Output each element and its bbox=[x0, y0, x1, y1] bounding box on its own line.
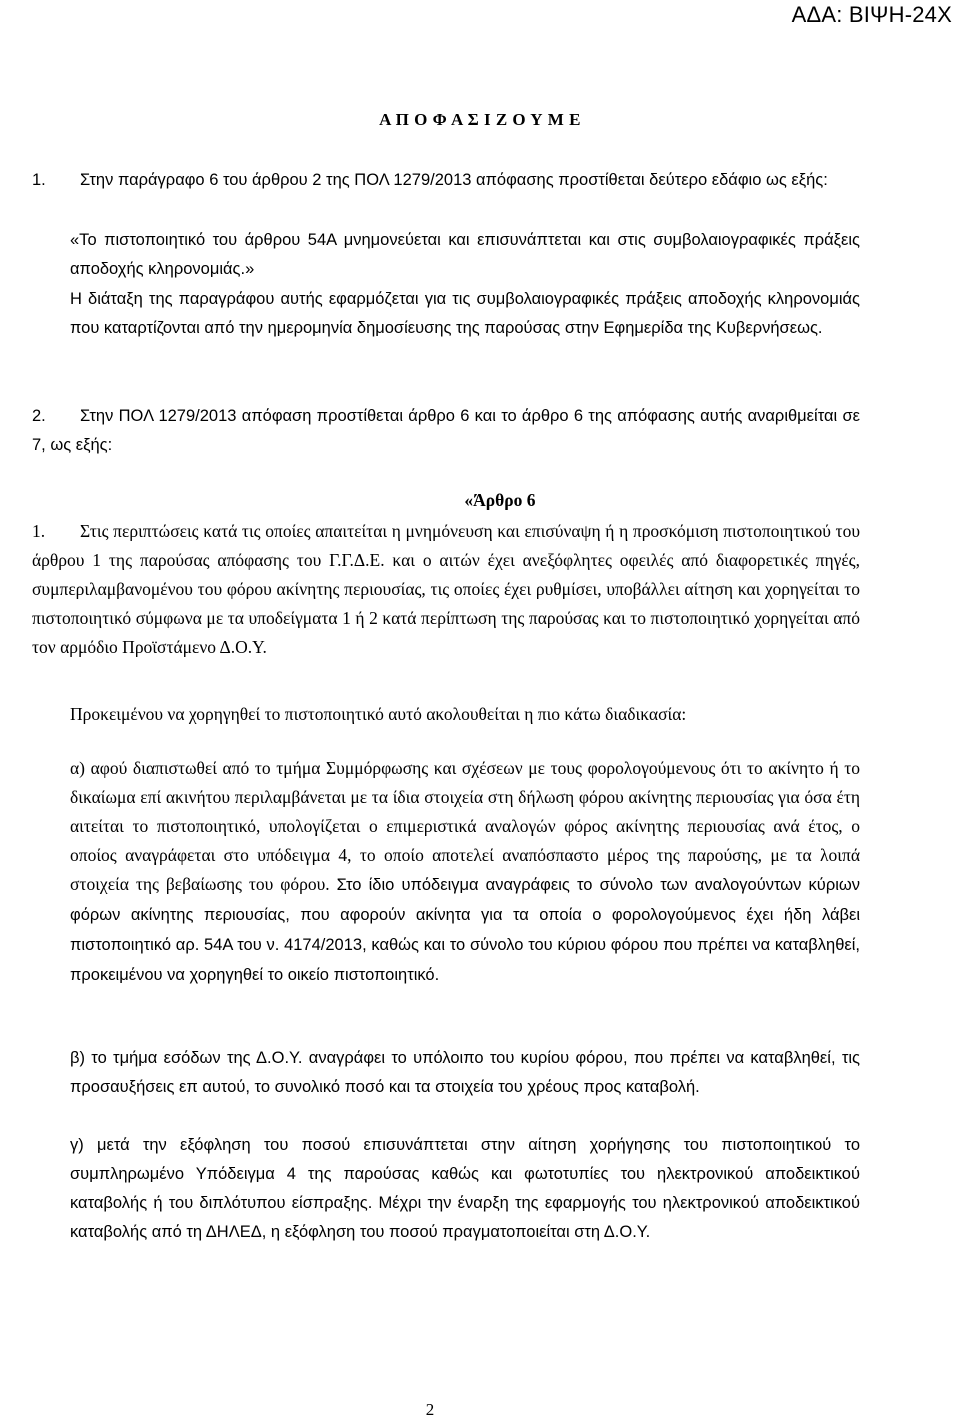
article-paragraph-number: 1. bbox=[32, 521, 46, 541]
article-paragraph-text: Στις περιπτώσεις κατά τις οποίες απαιτείται η μνημόνευση και επισύναψη ή η προσκόμιση πιστοποιητικού του άρθρου 1 της παρούσας απόφασης του Γ.Γ.Δ.Ε. και ο αιτών έχει ανεξόφλητες οφειλές από διαφορετικές πηγές, συμπεριλαμβανομένου του φόρου ακίνητης περιουσίας, τις οποίες έχει ρυθμίσει, υποβάλλει αίτηση και χορηγείται το πιστοποιητικό σύμφωνα με τα υποδείγματα 1 ή 2 κατά περίπτωση της παρούσας και το πιστοποιητικό χορηγείται από τον αρμόδιο Προϊστάμενο Δ.Ο.Υ. bbox=[32, 521, 860, 657]
article-title: «Άρθρο 6 bbox=[464, 490, 536, 510]
article-item-a-continued: Στο ίδιο υπόδειγμα αναγράφεις το σύνολο των αναλογούντων κύριων φόρων ακίνητης περιουσίας, που αφορούν ακίνητα για τα οποία ο φορολογούμενος έχει ήδη λάβει πιστοποιητικό αρ. 54Α του ν. 4174/2013, καθώς και το σύνολο του κύριου φόρου που πρέπει να καταβληθεί, προκειμένου να χορηγηθεί το οικείο πιστοποιητικό. bbox=[70, 876, 861, 984]
decision-heading: Α Π Ο Φ Α Σ Ι Ζ Ο Υ Μ Ε bbox=[379, 110, 581, 129]
item-2-text: Στην ΠΟΛ 1279/2013 απόφαση προστίθεται άρθρο 6 και το άρθρο 6 της απόφασης αυτής αναριθμείται σε 7, ως εξής: bbox=[32, 407, 860, 454]
item-1-number: 1. bbox=[32, 171, 46, 189]
article-item-b: β) το τμήμα εσόδων της Δ.Ο.Υ. αναγράφει το υπόλοιπο του κυρίου φόρου, που πρέπει να καταβληθεί, τις προσαυξήσεις επ αυτού, το συνολικό ποσό και τα στοιχεία του χρέους προς καταβολή. bbox=[70, 1049, 860, 1096]
article-paragraph-1 bbox=[32, 517, 860, 662]
item-2 bbox=[32, 402, 860, 460]
item-1-quote: «Το πιστοποιητικό του άρθρου 54Α μνημονεύεται και επισυνάπτεται και στις συμβολαιογραφικές πράξεις αποδοχής κληρονομιάς.» bbox=[70, 231, 860, 278]
article-item-a-text: α) αφού διαπιστωθεί από το τμήμα Συμμόρφωσης και σχέσεων με τους φορολογούμενους ότι το ακίνητο ή το δικαίωμα επί ακινήτου περιλαμβάνεται με τα ίδια στοιχεία στη δήλωση φόρου ακίνητης περιουσίας για όσα έτη αιτείται το πιστοποιητικό, υπολογίζεται ο επιμεριστικά αναλογών φόρος ακίνητης περιουσίας ανά έτος, ο οποίος αναγράφεται στο υπόδειγμα 4, το οποίο αποτελεί αναπόσπαστο μέρος της παρούσης, με τα λοιπά στοιχεία της βεβαίωσης του φόρου. bbox=[70, 758, 860, 894]
article-item-c: γ) μετά την εξόφληση του ποσού επισυνάπτεται στην αίτηση χορήγησης του πιστοποιητικού το συμπληρωμένο Υπόδειγμα 4 της παρούσας καθώς και φωτοτυπίες του ηλεκτρονικού αποδεικτικού καταβολής ή του διπλότυπου είσπραξης. Μέχρι την έναρξη της εφαρμογής του ηλεκτρονικού αποδεικτικού καταβολής από τη ΔΗΛΕΔ, η εξόφληση του ποσού πραγματοποιείται στη Δ.Ο.Υ. bbox=[70, 1136, 860, 1241]
item-1 bbox=[32, 166, 860, 195]
ada-identifier: ΑΔΑ: ΒΙΨΗ-24Χ bbox=[791, 2, 952, 27]
item-2-number: 2. bbox=[32, 407, 46, 425]
item-1-text: Στην παράγραφο 6 του άρθρου 2 της ΠΟΛ 1279/2013 απόφασης προστίθεται δεύτερο εδάφιο ως εξής: bbox=[80, 171, 828, 189]
article-procedure-intro: Προκειμένου να χορηγηθεί το πιστοποιητικό αυτό ακολουθείται η πιο κάτω διαδικασία: bbox=[70, 704, 687, 724]
article-item-a bbox=[70, 754, 860, 990]
page-number: 2 bbox=[425, 1400, 435, 1419]
item-1-note: Η διάταξη της παραγράφου αυτής εφαρμόζεται για τις συμβολαιογραφικές πράξεις αποδοχής κληρονομιάς που καταρτίζονται από την ημερομηνία δημοσίευσης της παρούσας στην Εφημερίδα της Κυβερνήσεως. bbox=[70, 290, 860, 337]
